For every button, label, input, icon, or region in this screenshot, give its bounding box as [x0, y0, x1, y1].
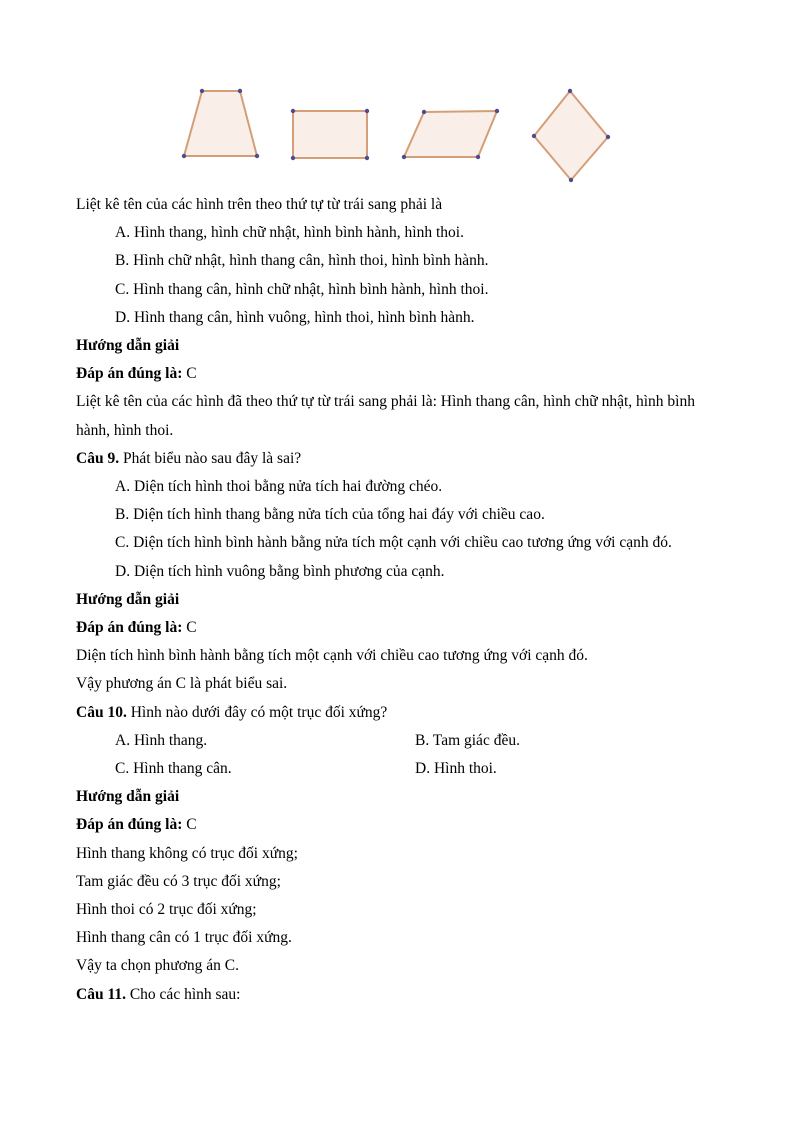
vertex-dot	[606, 135, 610, 139]
option-line	[76, 276, 776, 304]
text: C	[182, 619, 197, 637]
bold-text: Đáp án đúng là:	[76, 619, 183, 637]
text: A. Diện tích hình thoi bằng nửa tích hai đường chéo.	[115, 478, 443, 496]
paragraph-line	[76, 952, 776, 980]
bold-text: Câu 9.	[76, 449, 120, 467]
vertex-dot	[422, 110, 426, 114]
text: Liệt kê tên của các hình đã theo thứ tự từ trái sang phải là: Hình thang cân, hình chữ nhật, hình bình	[76, 393, 695, 411]
text: C	[182, 816, 197, 834]
bold-text: Câu 11.	[76, 985, 126, 1003]
paragraph-line	[76, 191, 776, 219]
text: Hình thang cân có 1 trục đối xứng.	[76, 929, 292, 947]
bold-text: Đáp án đúng là:	[76, 365, 183, 383]
text: C. Hình thang cân, hình chữ nhật, hình bình hành, hình thoi.	[115, 280, 489, 298]
text: Hình thang không có trục đối xứng;	[76, 844, 298, 862]
shapes-svg	[0, 0, 794, 220]
paragraph-line	[76, 417, 776, 445]
vertex-dot	[200, 89, 204, 93]
bold-text: Hướng dẫn giải	[76, 788, 180, 806]
paragraph-line	[76, 642, 776, 670]
question-heading	[76, 981, 776, 1009]
paragraph-line	[76, 670, 776, 698]
option-line: B. Tam giác đều.	[415, 731, 520, 749]
question-heading	[76, 699, 776, 727]
paragraph-line	[76, 924, 776, 952]
text: hành, hình thoi.	[76, 421, 174, 439]
paragraph-line	[76, 840, 776, 868]
bold-text: Hướng dẫn giải	[76, 337, 180, 355]
option-line	[76, 501, 776, 529]
text: B. Diện tích hình thang bằng nửa tích của tổng hai đáy với chiều cao.	[115, 506, 545, 524]
option-line	[76, 219, 776, 247]
vertex-dot	[402, 155, 406, 159]
option-line	[76, 558, 776, 586]
bold-text: Đáp án đúng là:	[76, 816, 183, 834]
option-row	[76, 755, 776, 783]
vertex-dot	[568, 89, 572, 93]
text: Cho các hình sau:	[125, 985, 241, 1003]
vertex-dot	[476, 155, 480, 159]
solution-heading	[76, 586, 776, 614]
option-line	[76, 529, 776, 557]
rectangle-shape	[293, 111, 367, 158]
parallelogram-shape	[404, 111, 497, 157]
option-line: A. Hình thang.	[115, 731, 208, 749]
answer-line	[76, 811, 776, 839]
option-line	[76, 304, 776, 332]
solution-heading	[76, 783, 776, 811]
bold-text: Hướng dẫn giải	[76, 590, 180, 608]
question-heading	[76, 445, 776, 473]
vertex-dot	[495, 109, 499, 113]
vertex-dot	[532, 134, 536, 138]
option-line: D. Hình thoi.	[415, 760, 497, 778]
vertex-dot	[182, 154, 186, 158]
text: Hình thoi có 2 trục đối xứng;	[76, 901, 257, 919]
text: Vậy phương án C là phát biểu sai.	[76, 675, 288, 693]
rhombus-shape	[534, 91, 608, 180]
vertex-dot	[255, 154, 259, 158]
text: Liệt kê tên của các hình trên theo thứ tự từ trái sang phải là	[76, 196, 443, 213]
bold-text: Câu 10.	[76, 703, 127, 721]
paragraph-line	[76, 868, 776, 896]
answer-line	[76, 614, 776, 642]
option-line: C. Hình thang cân.	[115, 760, 232, 778]
isosceles-trapezoid-shape	[184, 91, 257, 156]
vertex-dot	[291, 156, 295, 160]
text: Vậy ta chọn phương án C.	[76, 957, 239, 975]
option-line	[76, 247, 776, 275]
text: D. Hình thang cân, hình vuông, hình thoi, hình bình hành.	[115, 308, 475, 326]
option-row	[76, 727, 776, 755]
document-body	[76, 191, 776, 1009]
text: Diện tích hình bình hành bằng tích một cạnh với chiều cao tương ứng với cạnh đó.	[76, 647, 588, 665]
text: Hình nào dưới đây có một trục đối xứng?	[126, 703, 388, 721]
text: B. Hình chữ nhật, hình thang cân, hình thoi, hình bình hành.	[115, 252, 489, 270]
text: C	[182, 365, 197, 383]
solution-heading	[76, 332, 776, 360]
paragraph-line	[76, 896, 776, 924]
shapes-figure	[0, 0, 794, 220]
vertex-dot	[238, 89, 242, 93]
text: A. Hình thang, hình chữ nhật, hình bình hành, hình thoi.	[115, 224, 464, 242]
vertex-dot	[365, 156, 369, 160]
text: C. Diện tích hình bình hành bằng nửa tích một cạnh với chiều cao tương ứng với cạnh đó.	[115, 534, 672, 552]
text: D. Diện tích hình vuông bằng bình phương của cạnh.	[115, 562, 445, 580]
vertex-dot	[569, 178, 573, 182]
text: Phát biểu nào sau đây là sai?	[119, 449, 302, 467]
text: Tam giác đều có 3 trục đối xứng;	[76, 872, 281, 890]
answer-line	[76, 360, 776, 388]
vertex-dot	[365, 109, 369, 113]
vertex-dot	[291, 109, 295, 113]
option-line	[76, 473, 776, 501]
paragraph-line	[76, 388, 776, 416]
